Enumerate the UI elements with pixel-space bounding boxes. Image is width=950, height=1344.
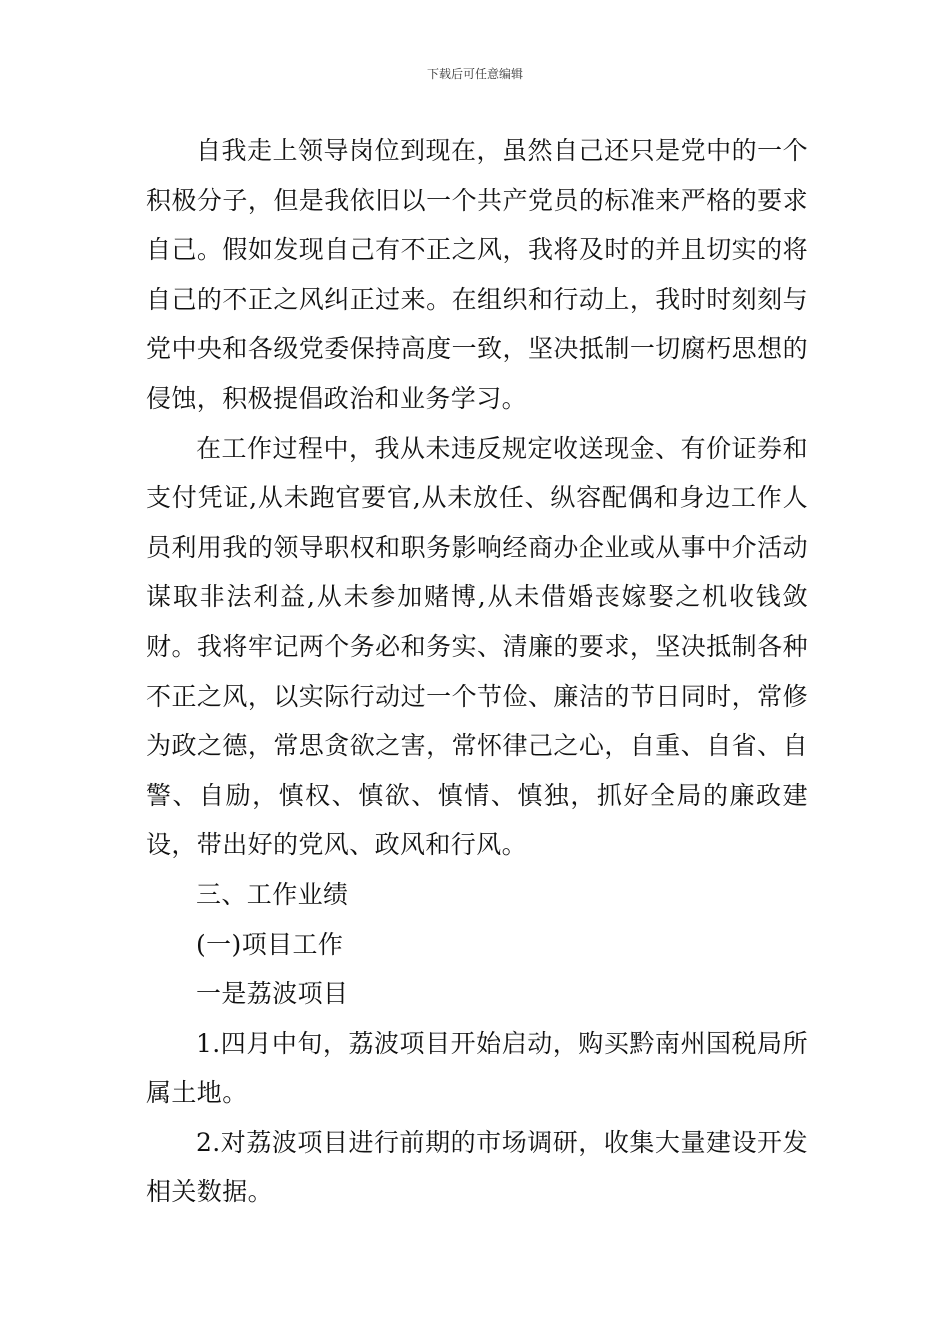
document-body	[146, 126, 808, 1217]
item-heading-libo-project: 一是荔波项目	[196, 979, 349, 1009]
paragraph-self-discipline: 自我走上领导岗位到现在，虽然自己还只是党中的一个积极分子，但是我依旧以一个共产党员的标准来严格的要求自己。假如发现自己有不正之风，我将及时的并且切实的将自己的不正之风纠正过来。在组织和行动上，我时时刻刻与党中央和各级党委保持高度一致，坚决抵制一切腐朽思想的侵蚀，积极提倡政治和业务学习。	[146, 136, 808, 413]
subsection-heading-projects: (一)项目工作	[196, 929, 344, 959]
page-header: 下载后可任意编辑	[426, 67, 523, 81]
paragraph-integrity: 在工作过程中，我从未违反规定收送现金、有价证券和支付凭证,从未跑官要官,从未放任、纵容配偶和身边工作人员利用我的领导职权和职务影响经商办企业或从事中介活动谋取非法利益,从未参加赌博,从未借婚丧嫁娶之机收钱敛财。我将牢记两个务必和务实、清廉的要求，坚决抵制各种不正之风，以实际行动过一个节俭、廉洁的节日同时，常修为政之德，常思贪欲之害，常怀律己之心，自重、自省、自警、自励，慎权、慎欲、慎情、慎独，抓好全局的廉政建设，带出好的党风、政风和行风。	[146, 433, 808, 860]
section-heading-achievements: 三、工作业绩	[196, 879, 349, 909]
list-item-1: 1.四月中旬，荔波项目开始启动，购买黔南州国税局所属土地。	[146, 1028, 808, 1108]
list-item-2: 2.对荔波项目进行前期的市场调研，收集大量建设开发相关数据。	[146, 1127, 808, 1207]
